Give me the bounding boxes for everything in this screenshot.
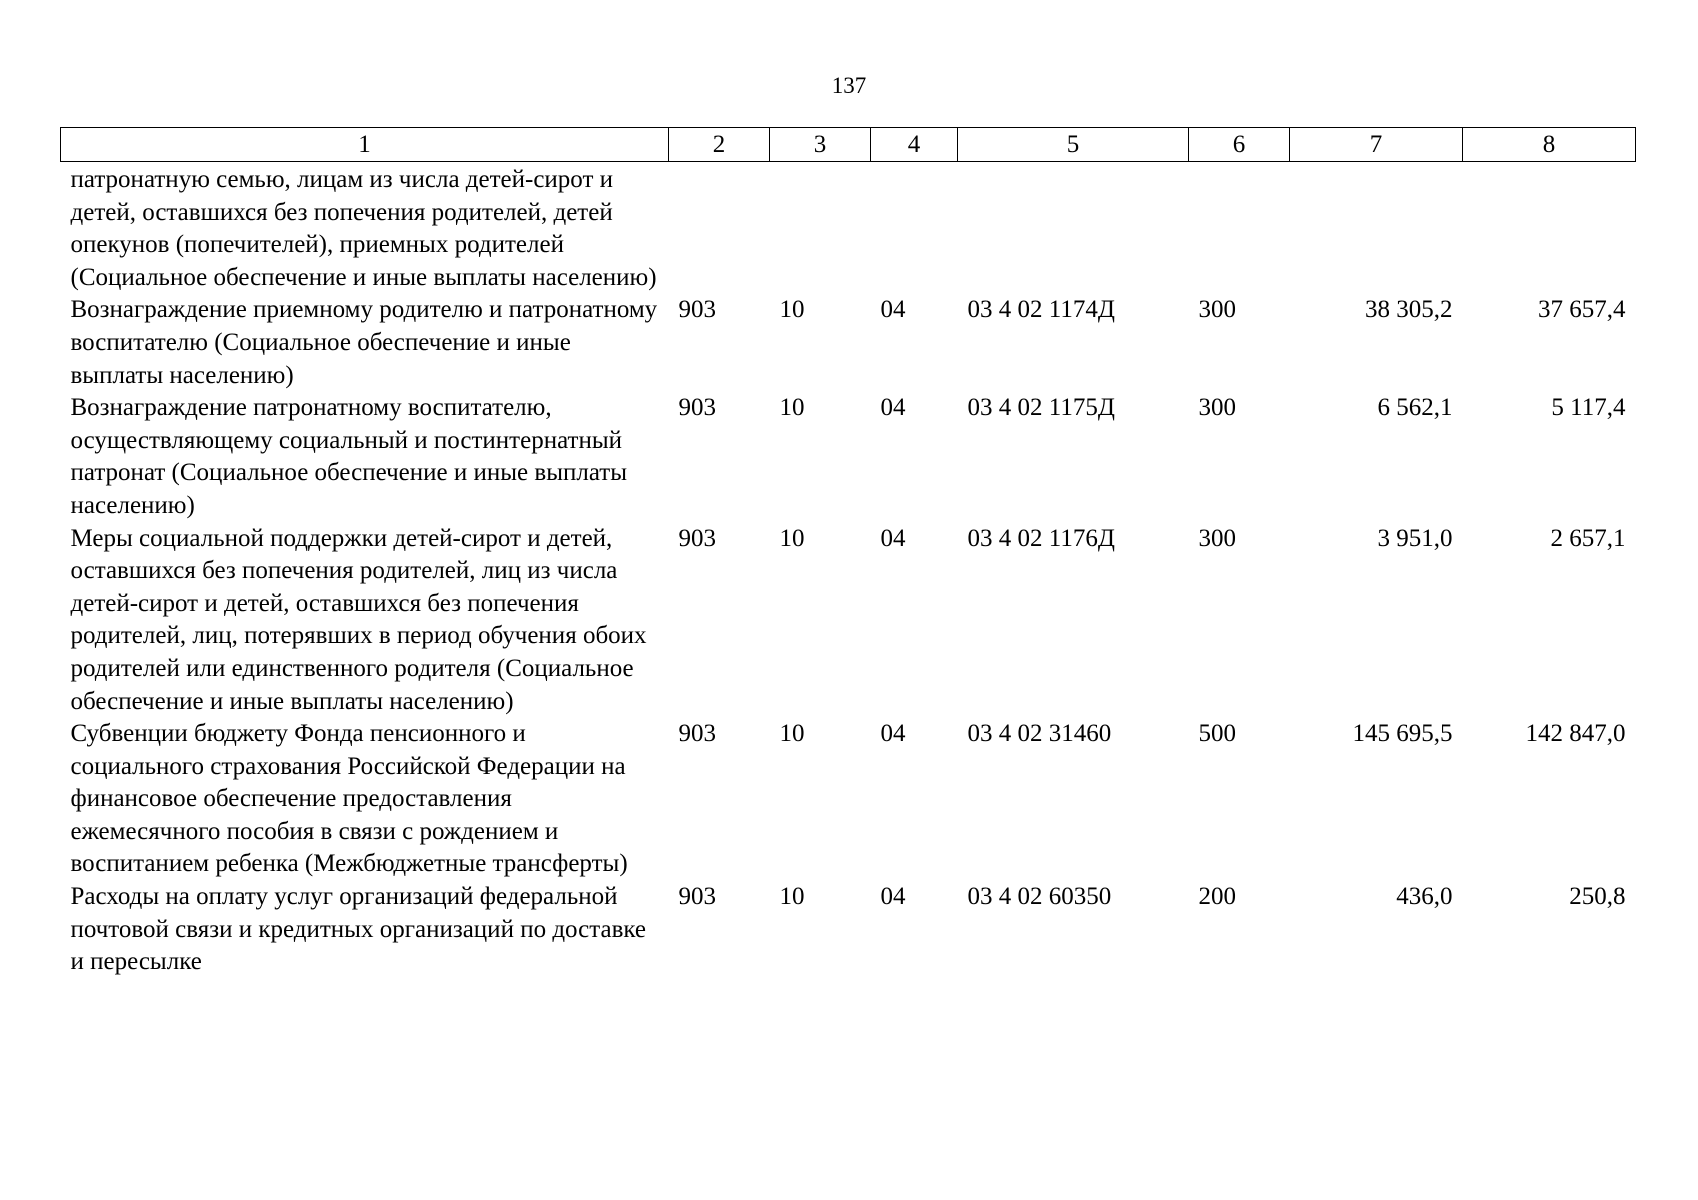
column-header-3: 3 [770,128,871,162]
cell-name: Вознаграждение приемному родителю и патронатному воспитателю (Социальное обеспечение и иные выплаты населению) [70,296,658,389]
cell-amount-8: 2 657,1 [1550,524,1626,552]
budget-table [60,127,1636,979]
cell-section: 10 [779,296,805,324]
cell-expense-type: 300 [1198,296,1236,324]
cell-subsection: 04 [880,524,906,552]
page-number: 137 [831,73,867,98]
cell-expense-type: 300 [1198,524,1236,552]
table-row [61,392,1636,522]
cell-grbs: 903 [678,883,716,911]
cell-subsection: 04 [880,720,906,748]
column-header-5: 5 [958,128,1189,162]
cell-amount-7: 38 305,2 [1365,296,1453,324]
header-row [61,128,1636,162]
cell-section: 10 [779,394,805,422]
cell-expense-type: 500 [1198,720,1236,748]
table-row [61,881,1636,979]
table-row [61,523,1636,719]
cell-name: патронатную семью, лицам из числа детей-сирот и детей, оставшихся без попечения родителей, детей опекунов (попечителей), приемных родителей (Социальное обеспечение и иные выплаты населению) [70,166,657,291]
cell-subsection: 04 [880,883,906,911]
cell-expense-type [1189,162,1290,295]
cell-amount-7: 145 695,5 [1352,720,1453,748]
cell-section: 10 [779,524,805,552]
column-header-1: 1 [61,128,669,162]
cell-name: Вознаграждение патронатному воспитателю, осуществляющему социальный и постинтернатный патронат (Социальное обеспечение и иные выплаты населению) [70,394,628,519]
cell-target-code [958,162,1189,295]
cell-amount-8: 142 847,0 [1525,720,1626,748]
cell-target-code: 03 4 02 1176Д [967,524,1115,552]
cell-amount-8 [1463,162,1636,295]
cell-grbs: 903 [678,524,716,552]
table-row [61,162,1636,295]
table-row [61,718,1636,881]
cell-expense-type: 300 [1198,394,1236,422]
cell-subsection: 04 [880,394,906,422]
column-header-6: 6 [1189,128,1290,162]
cell-amount-8: 250,8 [1569,883,1626,911]
table-header [61,128,1636,162]
cell-name: Субвенции бюджету Фонда пенсионного и социального страхования Российской Федерации на финансовое обеспечение предоставления ежемесячного пособия в связи с рождением и воспитанием ребенка (Межбюджетные трансферты) [70,720,628,878]
cell-grbs [669,162,770,295]
column-header-8: 8 [1463,128,1636,162]
cell-subsection [871,162,958,295]
cell-target-code: 03 4 02 1175Д [967,394,1115,422]
cell-section: 10 [779,883,805,911]
cell-amount-7: 6 562,1 [1377,394,1453,422]
cell-amount-8: 5 117,4 [1551,394,1626,422]
cell-expense-type: 200 [1198,883,1236,911]
cell-target-code: 03 4 02 1174Д [967,296,1115,324]
cell-amount-7: 436,0 [1396,883,1453,911]
cell-amount-8: 37 657,4 [1538,296,1626,324]
cell-grbs: 903 [678,720,716,748]
column-header-2: 2 [669,128,770,162]
table-body [61,162,1636,979]
cell-target-code: 03 4 02 31460 [967,720,1112,748]
table-row [61,294,1636,392]
column-header-4: 4 [871,128,958,162]
cell-name: Меры социальной поддержки детей-сирот и детей, оставшихся без попечения родителей, лиц из числа детей-сирот и детей, оставшихся без попечения родителей, лиц, потерявших в период обучения обоих родителей или единственного родителя (Социальное обеспечение и иные выплаты населению) [70,524,647,715]
cell-grbs: 903 [678,296,716,324]
cell-name: Расходы на оплату услуг организаций федеральной почтовой связи и кредитных организаций по доставке и пересылке [70,883,647,976]
cell-amount-7 [1290,162,1463,295]
cell-subsection: 04 [880,296,906,324]
cell-grbs: 903 [678,394,716,422]
column-header-7: 7 [1290,128,1463,162]
cell-amount-7: 3 951,0 [1377,524,1453,552]
cell-section: 10 [779,720,805,748]
cell-target-code: 03 4 02 60350 [967,883,1112,911]
cell-section [770,162,871,295]
